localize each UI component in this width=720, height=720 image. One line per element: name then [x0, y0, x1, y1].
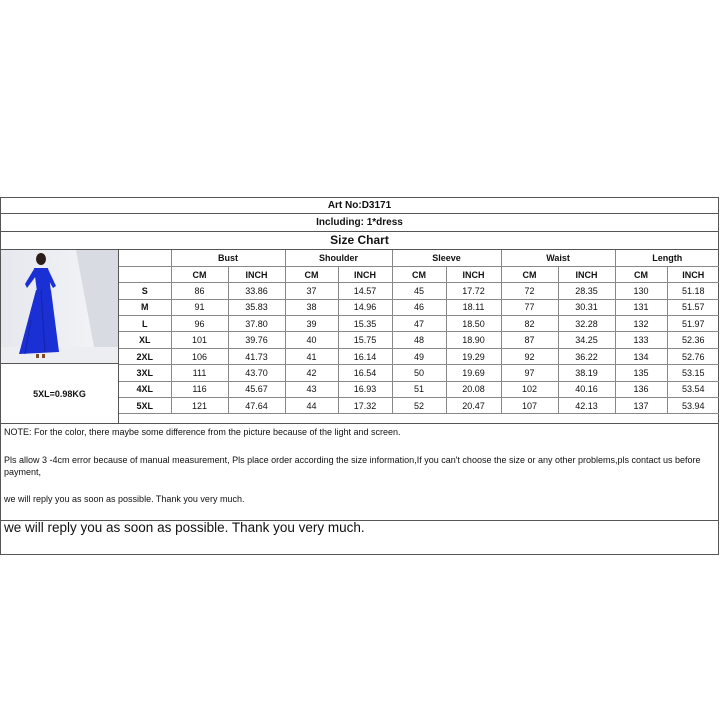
table-cell: 135	[615, 365, 667, 381]
table-cell: 101	[171, 332, 228, 348]
table-cell: 52.36	[667, 332, 719, 348]
table-row	[119, 348, 719, 364]
table-cell: 43	[285, 381, 338, 397]
table-cell: 121	[171, 398, 228, 414]
table-cell: 45	[392, 283, 446, 299]
table-cell: 34.25	[558, 332, 615, 348]
table-cell: 15.75	[338, 332, 392, 348]
table-cell: 16.93	[338, 381, 392, 397]
unit-header: CM	[501, 266, 558, 282]
table-cell: 33.86	[228, 283, 285, 299]
table-cell: 51.97	[667, 316, 719, 332]
table-cell: 20.47	[446, 398, 501, 414]
table-cell: 72	[501, 283, 558, 299]
table-cell: 19.69	[446, 365, 501, 381]
table-row	[119, 283, 719, 299]
unit-header-row	[119, 266, 719, 282]
art-number: Art No:D3171	[1, 198, 718, 214]
reply-note-large: we will reply you as soon as possible. Thank you very much.	[1, 521, 718, 555]
notes-section	[1, 424, 718, 521]
unit-header: INCH	[228, 266, 285, 282]
table-cell: 32.28	[558, 316, 615, 332]
table-row	[119, 316, 719, 332]
size-label: XL	[119, 332, 171, 348]
unit-header: INCH	[667, 266, 719, 282]
table-cell: 53.15	[667, 365, 719, 381]
size-label: 5XL	[119, 398, 171, 414]
table-cell: 36.22	[558, 348, 615, 364]
table-cell: 133	[615, 332, 667, 348]
table-cell: 38.19	[558, 365, 615, 381]
table-cell: 39.76	[228, 332, 285, 348]
size-table	[119, 250, 719, 414]
table-cell: 17.72	[446, 283, 501, 299]
group-header-shoulder: Shoulder	[285, 250, 392, 266]
table-cell: 48	[392, 332, 446, 348]
unit-header: INCH	[558, 266, 615, 282]
size-label: L	[119, 316, 171, 332]
table-cell: 28.35	[558, 283, 615, 299]
table-cell: 42.13	[558, 398, 615, 414]
table-cell: 97	[501, 365, 558, 381]
corner-cell	[119, 266, 171, 282]
table-cell: 136	[615, 381, 667, 397]
unit-header: CM	[615, 266, 667, 282]
table-cell: 96	[171, 316, 228, 332]
table-cell: 40.16	[558, 381, 615, 397]
table-cell: 46	[392, 299, 446, 315]
table-cell: 47.64	[228, 398, 285, 414]
table-row	[119, 332, 719, 348]
table-cell: 16.54	[338, 365, 392, 381]
table-cell: 18.50	[446, 316, 501, 332]
table-cell: 52	[392, 398, 446, 414]
unit-header: CM	[392, 266, 446, 282]
table-cell: 14.57	[338, 283, 392, 299]
table-cell: 17.32	[338, 398, 392, 414]
table-cell: 45.67	[228, 381, 285, 397]
unit-header: INCH	[338, 266, 392, 282]
table-cell: 51.18	[667, 283, 719, 299]
table-cell: 86	[171, 283, 228, 299]
table-cell: 14.96	[338, 299, 392, 315]
size-chart-sheet	[0, 197, 719, 555]
table-zone	[1, 250, 718, 424]
table-cell: 53.94	[667, 398, 719, 414]
group-header-row	[119, 250, 719, 266]
table-cell: 111	[171, 365, 228, 381]
table-cell: 51.57	[667, 299, 719, 315]
table-cell: 44	[285, 398, 338, 414]
table-cell: 134	[615, 348, 667, 364]
table-cell: 39	[285, 316, 338, 332]
size-label: S	[119, 283, 171, 299]
table-cell: 50	[392, 365, 446, 381]
table-cell: 20.08	[446, 381, 501, 397]
color-note: NOTE: For the color, there maybe some difference from the picture because of the light and screen.	[4, 427, 401, 437]
table-cell: 131	[615, 299, 667, 315]
table-cell: 19.29	[446, 348, 501, 364]
including-line: Including: 1*dress	[1, 214, 718, 232]
table-cell: 43.70	[228, 365, 285, 381]
table-cell: 130	[615, 283, 667, 299]
table-cell: 77	[501, 299, 558, 315]
table-cell: 40	[285, 332, 338, 348]
table-cell: 18.90	[446, 332, 501, 348]
unit-header: CM	[171, 266, 228, 282]
group-header-bust: Bust	[171, 250, 285, 266]
size-label: 3XL	[119, 365, 171, 381]
table-row	[119, 398, 719, 414]
group-header-waist: Waist	[501, 250, 615, 266]
table-cell: 91	[171, 299, 228, 315]
table-cell: 18.11	[446, 299, 501, 315]
table-cell: 42	[285, 365, 338, 381]
table-row	[119, 365, 719, 381]
unit-header: INCH	[446, 266, 501, 282]
blue-dress-photo-icon	[1, 250, 119, 364]
table-cell: 137	[615, 398, 667, 414]
table-cell: 38	[285, 299, 338, 315]
table-cell: 30.31	[558, 299, 615, 315]
table-cell: 107	[501, 398, 558, 414]
table-cell: 106	[171, 348, 228, 364]
table-cell: 16.14	[338, 348, 392, 364]
table-cell: 116	[171, 381, 228, 397]
group-header-length: Length	[615, 250, 719, 266]
table-row	[119, 381, 719, 397]
table-cell: 15.35	[338, 316, 392, 332]
group-header-sleeve: Sleeve	[392, 250, 501, 266]
table-cell: 41	[285, 348, 338, 364]
weight-label: 5XL=0.98KG	[1, 364, 119, 424]
table-cell: 53.54	[667, 381, 719, 397]
table-cell: 37.80	[228, 316, 285, 332]
table-cell: 52.76	[667, 348, 719, 364]
size-label: 4XL	[119, 381, 171, 397]
table-cell: 102	[501, 381, 558, 397]
table-cell: 41.73	[228, 348, 285, 364]
unit-header: CM	[285, 266, 338, 282]
table-cell: 47	[392, 316, 446, 332]
size-chart-title: Size Chart	[1, 232, 718, 250]
table-cell: 132	[615, 316, 667, 332]
table-cell: 49	[392, 348, 446, 364]
table-cell: 51	[392, 381, 446, 397]
reply-note-small: we will reply you as soon as possible. Thank you very much.	[4, 493, 245, 504]
corner-cell	[119, 250, 171, 266]
size-label: 2XL	[119, 348, 171, 364]
table-cell: 82	[501, 316, 558, 332]
table-cell: 92	[501, 348, 558, 364]
table-cell: 35.83	[228, 299, 285, 315]
size-label: M	[119, 299, 171, 315]
table-row	[119, 299, 719, 315]
table-cell: 37	[285, 283, 338, 299]
measurement-note: Pls allow 3 -4cm error because of manual measurement, Pls place order according the size information,If you can't choose the size or any other problems,pls contact us before payment,	[4, 454, 701, 477]
table-cell: 87	[501, 332, 558, 348]
